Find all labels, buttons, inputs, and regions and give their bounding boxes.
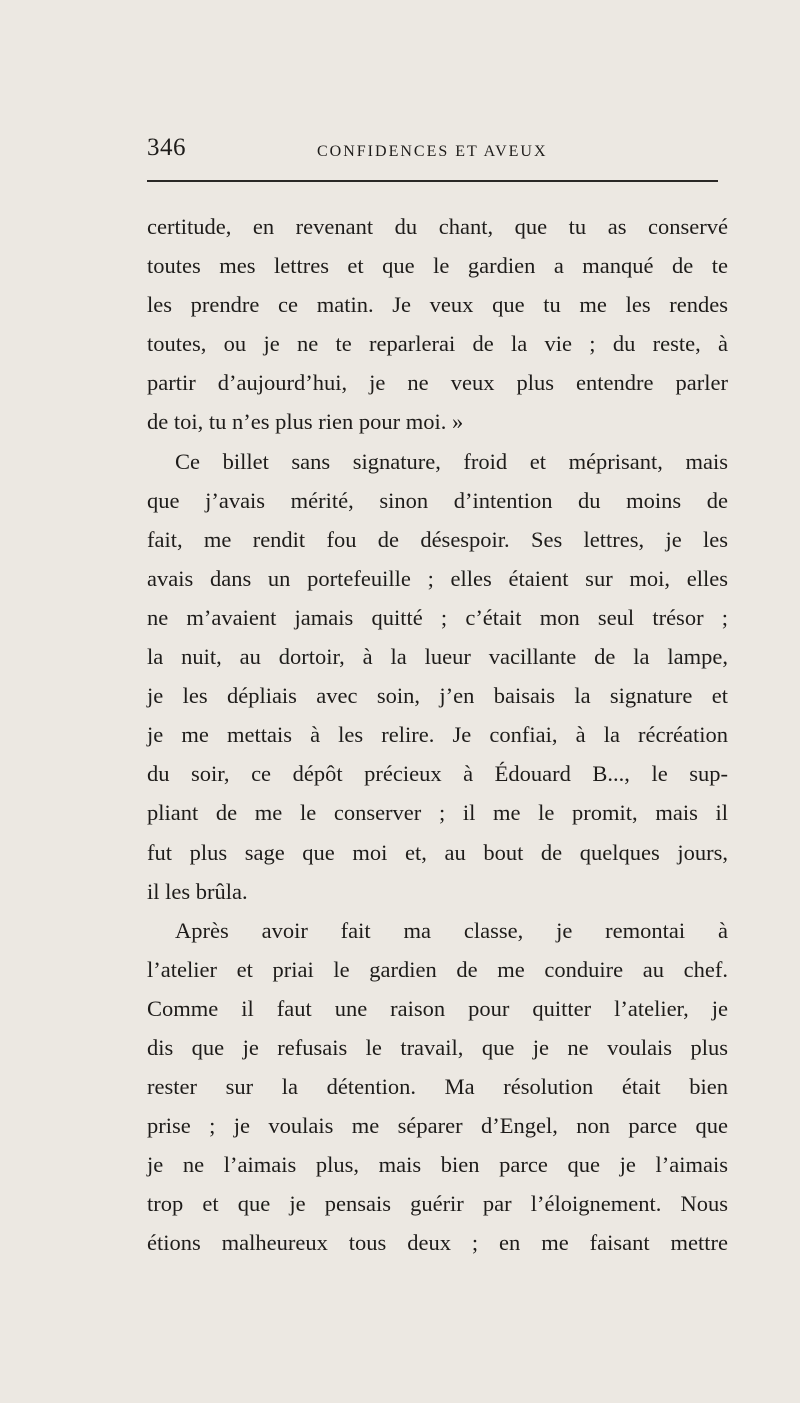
text-line: fut plus sage que moi et, au bout de quelques jours, bbox=[147, 839, 728, 865]
text-line: je me mettais à les relire. Je confiai, à la récréation bbox=[147, 722, 728, 748]
page-header bbox=[147, 128, 718, 176]
text-line: avais dans un portefeuille ; elles étaient sur moi, elles bbox=[147, 565, 728, 591]
page-number: 346 bbox=[147, 134, 186, 161]
text-line: certitude, en revenant du chant, que tu as conservé bbox=[147, 214, 728, 239]
text-line: pliant de me le conserver ; il me le promit, mais il bbox=[147, 800, 728, 826]
text-line: ne m’avaient jamais quitté ; c’était mon seul trésor ; bbox=[147, 604, 728, 630]
body-text bbox=[147, 207, 728, 1263]
text-line: que j’avais mérité, sinon d’intention du moins de bbox=[147, 487, 728, 513]
text-line: Après avoir fait ma classe, je remontai à bbox=[175, 917, 728, 943]
text-line: je ne l’aimais plus, mais bien parce que je l’aimais bbox=[147, 1152, 728, 1178]
text-line: dis que je refusais le travail, que je ne voulais plus bbox=[147, 1034, 728, 1060]
text-line: Comme il faut une raison pour quitter l’atelier, je bbox=[147, 995, 728, 1021]
text-line: il les brûla. bbox=[147, 878, 248, 904]
header-rule bbox=[147, 180, 718, 182]
text-line: trop et que je pensais guérir par l’éloignement. Nous bbox=[147, 1191, 728, 1217]
text-line: rester sur la détention. Ma résolution était bien bbox=[147, 1074, 728, 1100]
text-line: l’atelier et priai le gardien de me conduire au chef. bbox=[147, 956, 728, 982]
text-line: la nuit, au dortoir, à la lueur vacillante de la lampe, bbox=[147, 644, 728, 670]
text-line: Ce billet sans signature, froid et méprisant, mais bbox=[175, 448, 728, 474]
text-line: prise ; je voulais me séparer d’Engel, non parce que bbox=[147, 1113, 728, 1139]
text-line: étions malheureux tous deux ; en me faisant mettre bbox=[147, 1230, 728, 1256]
text-line: je les dépliais avec soin, j’en baisais la signature et bbox=[147, 683, 728, 709]
running-head: CONFIDENCES ET AVEUX bbox=[317, 143, 548, 160]
text-line: toutes, ou je ne te reparlerai de la vie ; du reste, à bbox=[147, 331, 728, 357]
text-line: toutes mes lettres et que le gardien a manqué de te bbox=[147, 253, 728, 279]
text-line: du soir, ce dépôt précieux à Édouard B..., le sup- bbox=[147, 761, 728, 787]
text-line: les prendre ce matin. Je veux que tu me les rendes bbox=[147, 292, 728, 318]
text-line: de toi, tu n’es plus rien pour moi. » bbox=[147, 409, 464, 435]
text-line: fait, me rendit fou de désespoir. Ses lettres, je les bbox=[147, 526, 728, 552]
text-line: partir d’aujourd’hui, je ne veux plus entendre parler bbox=[147, 370, 728, 396]
